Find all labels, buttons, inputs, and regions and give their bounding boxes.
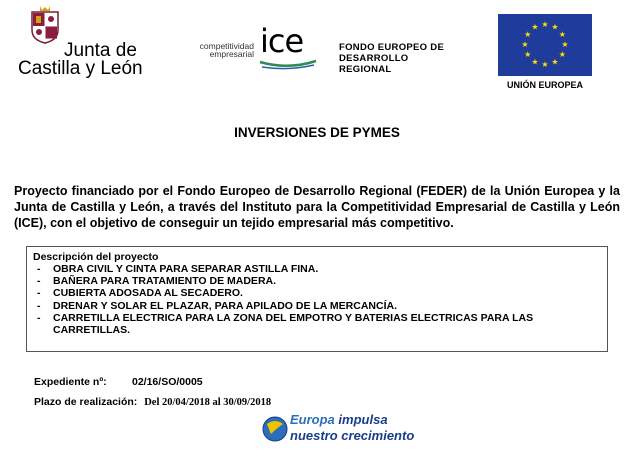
plazo-label: Plazo de realización: xyxy=(34,396,138,408)
plazo xyxy=(34,396,271,408)
svg-text:★: ★ xyxy=(531,22,539,32)
europa-impulsa-logo xyxy=(262,410,422,452)
jcyl-line2: Castilla y León xyxy=(18,58,143,79)
list-item: - CUBIERTA ADOSADA AL SECADERO. xyxy=(37,287,243,300)
expediente-value: 02/16/SO/0005 xyxy=(132,376,203,388)
svg-text:★: ★ xyxy=(541,20,549,29)
svg-text:★: ★ xyxy=(561,40,569,49)
eu-label: UNIÓN EUROPEA xyxy=(506,80,583,90)
europa-line1: Europa impulsa xyxy=(290,412,388,427)
feder-line1: FONDO EUROPEO DE xyxy=(339,42,445,53)
svg-text:★: ★ xyxy=(551,22,559,32)
jcyl-line1: Junta de xyxy=(64,40,137,61)
feder-label xyxy=(339,42,444,75)
jcyl-shield-icon xyxy=(28,4,62,44)
list-item: - CARRETILLA ELECTRICA PARA LA ZONA DEL EMPOTRO Y BATERIAS ELECTRICAS PARA LAS CARRETILLAS. xyxy=(37,311,534,337)
europa-globe-icon xyxy=(262,412,288,446)
ice-swoosh-icon xyxy=(258,58,318,70)
ice-name: ice xyxy=(260,22,304,60)
expediente xyxy=(34,376,203,388)
list-item: - OBRA CIVIL Y CINTA PARA SEPARAR ASTILLA FINA. xyxy=(37,263,319,275)
description-box xyxy=(26,246,608,352)
intro-paragraph: Proyecto financiado por el Fondo Europeo de Desarrollo Regional (FEDER) de la Unión Europea y la Junta de Castilla y León, a través del Instituto para la Competitividad Empresarial de Castilla y León (ICE), con el objetivo de conseguir un tejido empresarial más competitivo. xyxy=(14,184,620,230)
list-item: - DRENAR Y SOLAR EL PLAZAR, PARA APILADO DE LA MERCANCÍA. xyxy=(37,299,397,312)
feder-line2: DESARROLLO xyxy=(339,53,409,64)
svg-text:★: ★ xyxy=(551,57,559,67)
page-title: INVERSIONES DE PYMES xyxy=(234,125,400,140)
description-list xyxy=(37,263,607,336)
svg-text:★: ★ xyxy=(531,57,539,67)
plazo-value: Del 20/04/2018 al 30/09/2018 xyxy=(144,397,272,408)
list-item: - BAÑERA PARA TRATAMIENTO DE MADERA. xyxy=(37,275,277,288)
svg-text:★: ★ xyxy=(541,60,549,69)
europa-line2: nuestro crecimiento xyxy=(290,428,415,443)
svg-text:★: ★ xyxy=(558,30,566,39)
expediente-label: Expediente nº: xyxy=(34,376,107,388)
svg-text:★: ★ xyxy=(521,40,529,49)
ice-small-2: empresarial xyxy=(209,49,254,59)
svg-text:★: ★ xyxy=(524,50,532,59)
svg-text:★: ★ xyxy=(558,50,566,59)
ice-logo xyxy=(182,22,322,74)
description-title: Descripción del proyecto xyxy=(33,251,159,263)
ice-small-1: competitividad xyxy=(199,41,254,51)
jcyl-logo xyxy=(18,4,146,78)
eu-flag-icon xyxy=(498,14,592,76)
feder-line3: REGIONAL xyxy=(339,64,392,75)
svg-text:★: ★ xyxy=(524,30,532,39)
